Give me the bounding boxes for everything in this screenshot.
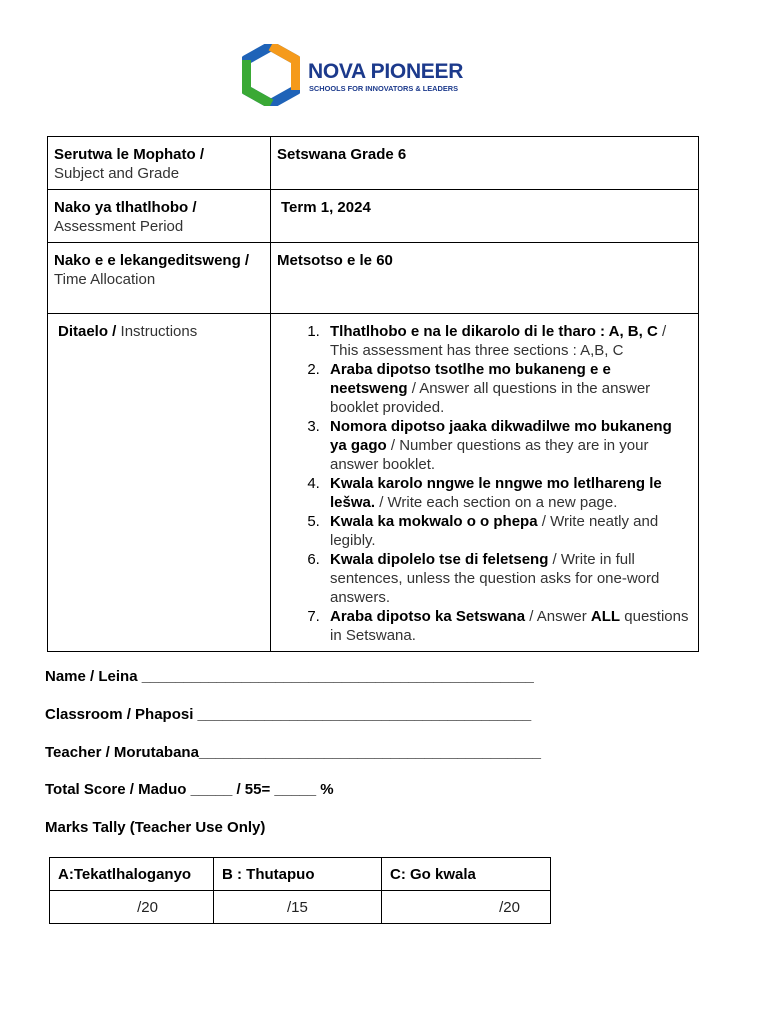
info-row-instructions (48, 314, 699, 652)
instruction-light: / Number questions as they are in your answer booklet. (330, 437, 649, 473)
tally-value-b[interactable]: /15 (214, 891, 382, 924)
instruction-light: questions in Setswana. (330, 608, 689, 644)
hexagon-logo-icon (242, 44, 300, 106)
tally-value-a[interactable]: /20 (50, 891, 214, 924)
instruction-bold: Kwala dipolelo tse di feletseng (330, 551, 549, 568)
instruction-bold: Tlhatlhobo e na le dikarolo di le tharo : A, B, C (330, 323, 658, 340)
tally-value-row (50, 891, 551, 924)
info-label-cell (48, 243, 271, 314)
marks-tally-table (49, 857, 551, 924)
marks-tally-title: Marks Tally (Teacher Use Only) (45, 819, 266, 836)
label-light: Assessment Period (54, 218, 184, 235)
nova-pioneer-logo (242, 44, 482, 106)
info-label-cell (48, 190, 271, 243)
label-light: Time Allocation (54, 271, 156, 288)
instruction-light: / This assessment has three sections : A,B, C (330, 323, 667, 359)
total-score-field[interactable]: Total Score / Maduo _____ / 55= _____ % (45, 781, 334, 798)
info-label-cell (48, 137, 271, 190)
instruction-light: / Write neatly and legibly. (330, 513, 659, 549)
label-light: Instructions (120, 323, 198, 340)
instruction-bold: Araba dipotso tsotlhe mo bukaneng e e neetsweng (330, 361, 611, 397)
tally-header-row (50, 858, 551, 891)
info-value: Term 1, 2024 (281, 199, 371, 216)
info-value: Metsotso e le 60 (277, 252, 393, 269)
teacher-field[interactable]: Teacher / Morutabana_________________________________________ (45, 744, 541, 761)
instruction-item (324, 550, 692, 607)
logo-name: NOVA PIONEER (308, 60, 464, 83)
label-bold: Nako e e lekangeditsweng / (54, 252, 250, 269)
instructions-cell (271, 314, 699, 652)
info-row-time (48, 243, 699, 314)
tally-header-b: B : Thutapuo (214, 858, 382, 891)
info-value: Setswana Grade 6 (277, 146, 407, 163)
instruction-bold: Nomora dipotso jaaka dikwadilwe mo bukaneng ya gago (330, 418, 672, 454)
instruction-bold: Araba dipotso ka Setswana (330, 608, 526, 625)
instruction-light: / Write in full sentences, unless the question asks for one-word answers. (330, 551, 660, 606)
instruction-bold: ALL (590, 608, 621, 625)
label-bold: Ditaelo / (58, 323, 117, 340)
label-bold: Nako ya tlhatlhobo / (54, 199, 197, 216)
instruction-item (324, 607, 692, 645)
info-row-subject (48, 137, 699, 190)
classroom-field[interactable]: Classroom / Phaposi ________________________________________ (45, 706, 532, 723)
instruction-item (324, 322, 692, 360)
instruction-item (324, 512, 692, 550)
tally-header-c: C: Go kwala (382, 858, 551, 891)
info-value-cell (271, 137, 699, 190)
instruction-item (324, 360, 692, 417)
info-row-period (48, 190, 699, 243)
label-light: Subject and Grade (54, 165, 180, 182)
instruction-item (324, 417, 692, 474)
instruction-light: / Answer (525, 608, 591, 625)
info-label-cell (48, 314, 271, 652)
instruction-bold: Kwala ka mokwalo o o phepa (330, 513, 538, 530)
instruction-light: / Answer all questions in the answer booklet provided. (330, 380, 651, 416)
info-value-cell (271, 190, 699, 243)
instructions-list (277, 322, 692, 645)
instruction-item (324, 474, 692, 512)
assessment-info-table (47, 136, 699, 652)
instruction-bold: Kwala karolo nngwe le nngwe mo letlhareng le lešwa. (330, 475, 662, 511)
instruction-light: / Write each section on a new page. (375, 494, 618, 511)
name-field[interactable]: Name / Leina _______________________________________________ (45, 668, 534, 685)
tally-header-a: A:Tekatlhaloganyo (50, 858, 214, 891)
tally-value-c[interactable]: /20 (382, 891, 551, 924)
logo-tagline: SCHOOLS FOR INNOVATORS & LEADERS (309, 84, 459, 93)
label-bold: Serutwa le Mophato / (54, 146, 205, 163)
info-value-cell (271, 243, 699, 314)
